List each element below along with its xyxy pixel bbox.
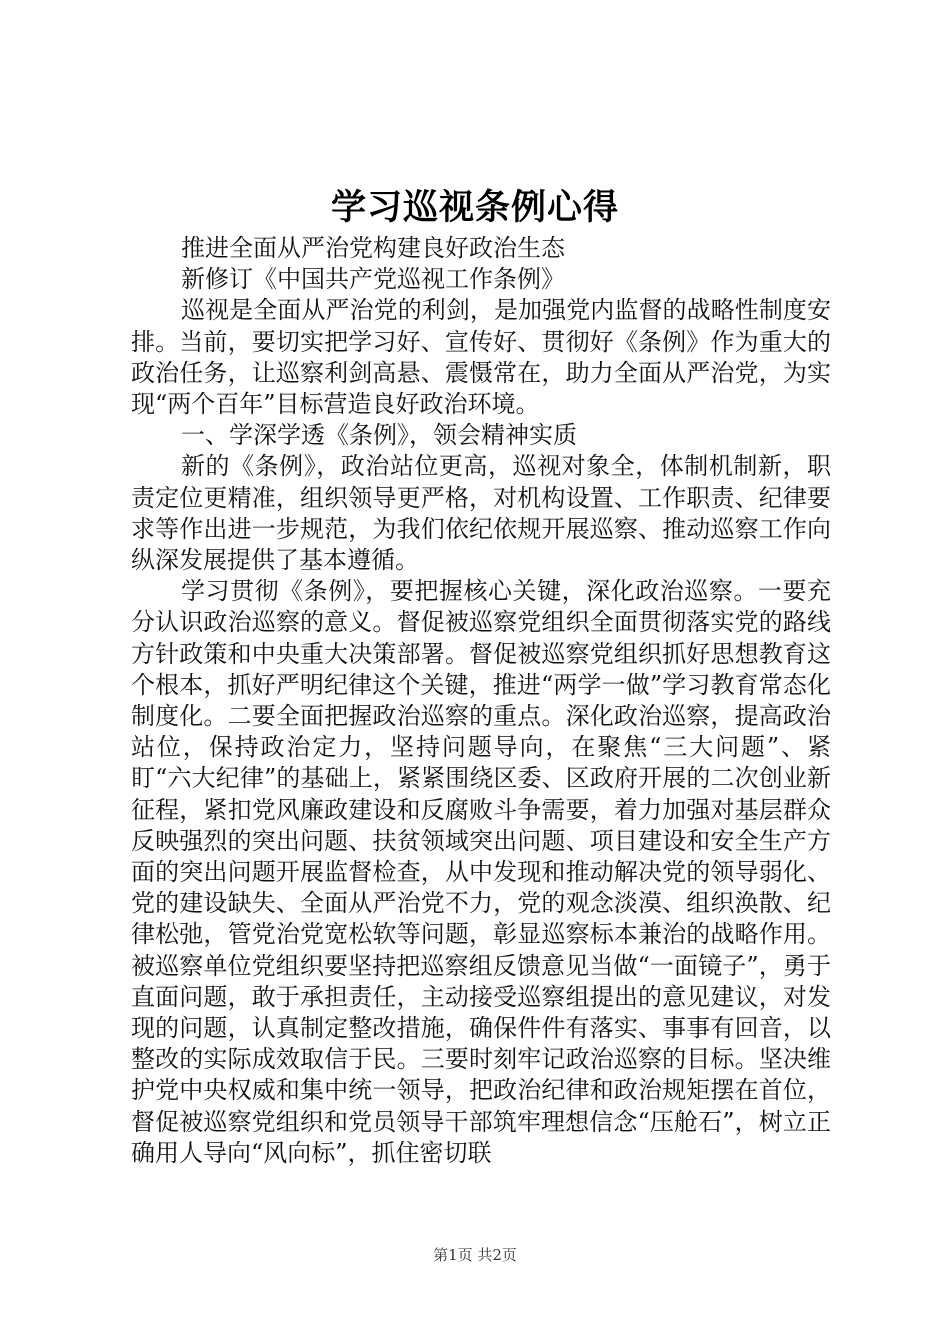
document-body [131,233,831,1169]
page-footer: 第1页 共2页 [433,1246,517,1264]
section-heading: 一、学深学透《条例》，领会精神实质 [181,421,577,450]
subtitle-line: 新修订《中国共产党巡视工作条例》 [181,265,565,294]
document-title: 学习巡视条例心得 [330,187,619,228]
body-paragraph: 巡视是全面从严治党的利剑，是加强党内监督的战略性制度安排。当前，要切实把学习好、宣传好、贯彻好《条例》作为重大的政治任务，让巡察利剑高悬、震慑常在，助力全面从严治党，为实现“两个百年”目标营造良好政治环境。 [131,296,831,419]
body-paragraph: 学习贯彻《条例》，要把握核心关键，深化政治巡察。一要充分认识政治巡察的意义。督促被巡察党组织全面贯彻落实党的路线方针政策和中央重大决策部署。督促被巡察党组织抓好思想教育这个根本，抓好严明纪律这个关键，推进“两学一做”学习教育常态化制度化。二要全面把握政治巡察的重点。深化政治巡察，提高政治站位，保持政治定力，坚持问题导向，在聚焦“三大问题”、紧盯“六大纪律”的基础上，紧紧围绕区委、区政府开展的二次创业新征程，紧扣党风廉政建设和反腐败斗争需要，着力加强对基层群众反映强烈的突出问题、扶贫领域突出问题、项目建设和安全生产方面的突出问题开展监督检查，从中发现和推动解决党的领导弱化、党的建设缺失、全面从严治党不力，党的观念淡漠、组织涣散、纪律松弛，管党治党宽松软等问题，彰显巡察标本兼治的战略作用。被巡察单位党组织要坚持把巡察组反馈意见当做“一面镜子”，勇于直面问题，敢于承担责任，主动接受巡察组提出的意见建议，对发现的问题，认真制定整改措施，确保件件有落实、事事有回音，以整改的实际成效取信于民。三要时刻牢记政治巡察的目标。坚决维护党中央权威和集中统一领导，把政治纪律和政治规矩摆在首位，督促被巡察党组织和党员领导干部筑牢理想信念“压舱石”，树立正确用人导向“风向标”，抓住密切联 [131,577,831,1167]
body-paragraph: 新的《条例》，政治站位更高，巡视对象全，体制机制新，职责定位更精准，组织领导更严格，对机构设置、工作职责、纪律要求等作出进一步规范，为我们依纪依规开展巡察、推动巡察工作向纵深发展提供了基本遵循。 [131,452,831,575]
subtitle-line: 推进全面从严治党构建良好政治生态 [181,234,565,262]
